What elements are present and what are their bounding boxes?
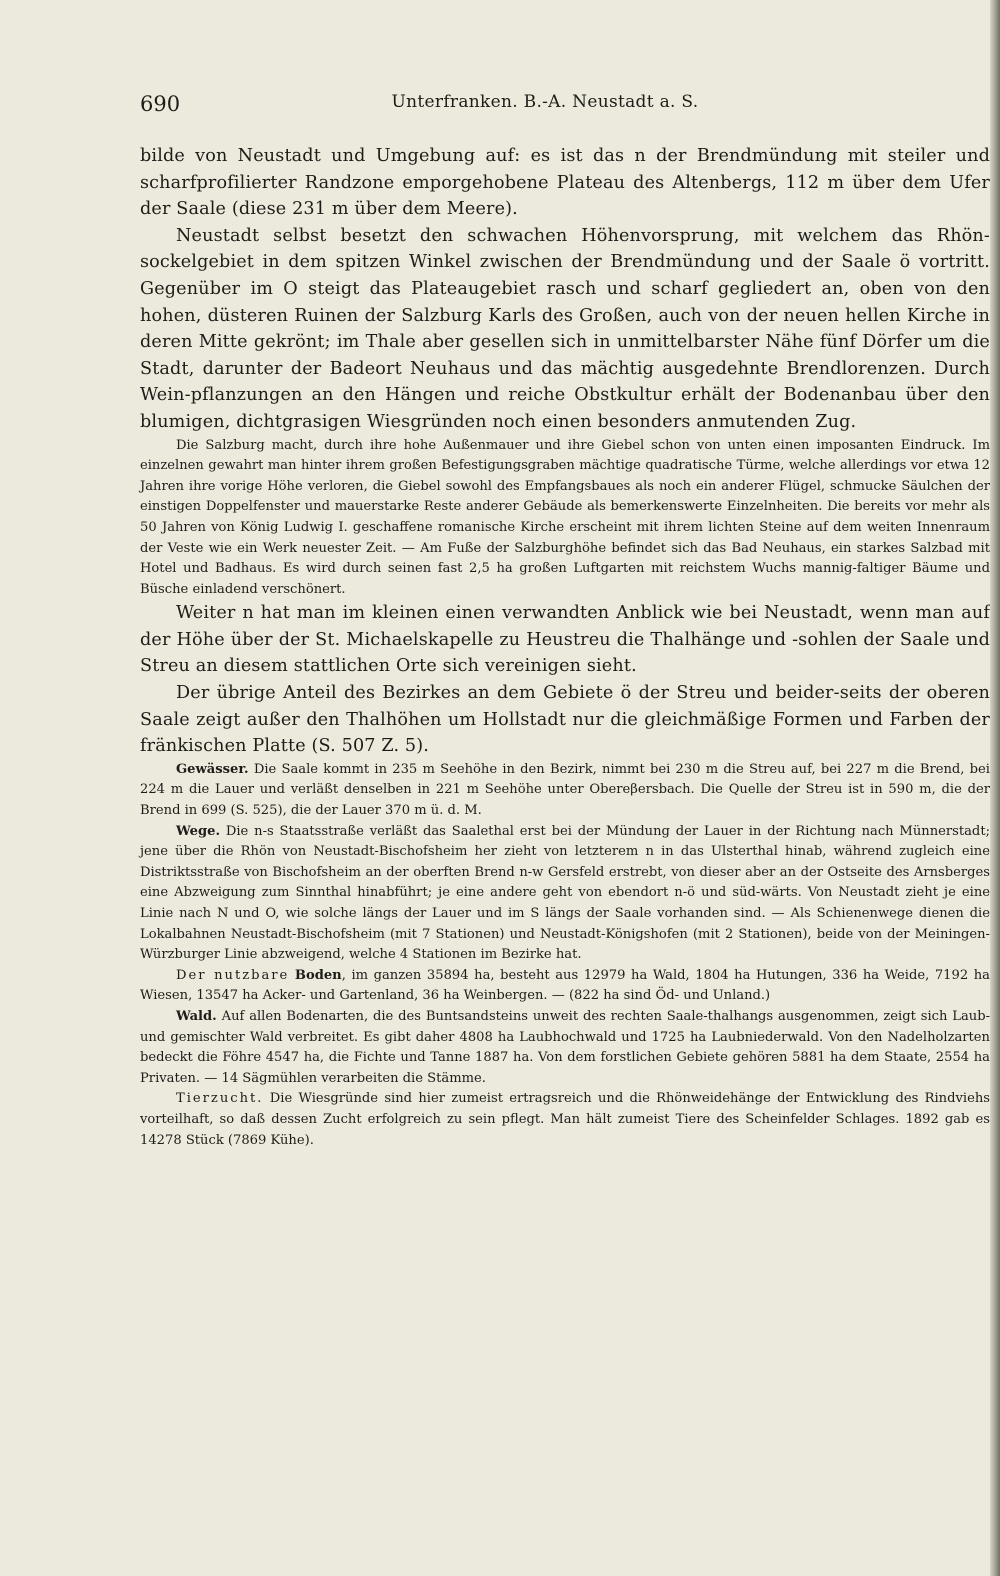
section-heading: Wald. [176,1008,217,1024]
paragraph: Der nutzbare Boden, im ganzen 35894 ha, besteht aus 12979 ha Wald, 1804 ha Hutungen, 336 ha Weide, 7192 ha Wiesen, 13547 ha Acker- und Gartenland, 36 ha Weinbergen. — (822 ha sind Öd- und Unland.) [140,967,990,1004]
paragraph: Der übrige Anteil des Bezirkes an dem Gebiete ö der Streu und beider-seits der oberen Saale zeigt außer den Thalhöhen um Hollstadt nur die gleichmäßige Formen und Farben der fränkischen Platte (S. 507 Z. 5). [140,683,990,757]
page-number: 690 [140,92,181,116]
body-text [140,143,990,1151]
paragraph: Wege. Die n-s Staatsstraße verläßt das Saalethal erst bei der Mündung der Lauer in der Richtung nach Münnerstadt; jene über die Rhön von Neustadt-Bischofsheim her zieht von letzterem n in das Ulsterthal hinab, während zugleich eine Distriktsstraße von Bischofsheim an der oberften Brend n-w Gersfeld erstrebt, von dieser aber an der Ostseite des Arnsberges eine Abzweigung zum Sinnthal hinabführt; je eine andere geht von ebendort n-ö und süd-wärts. Von Neustadt zieht je eine Linie nach N und O, wie solche längs der Lauer und im S längs der Saale vorhanden sind. — Als Schienenwege dienen die Lokalbahnen Neustadt-Bischofsheim (mit 7 Stationen) und Neustadt-Königshofen (mit 2 Stationen), beide von der Meiningen-Würzburger Linie abzweigend, welche 4 Stationen im Bezirke hat. [140,823,990,963]
section-heading: Wege. [176,823,221,839]
paragraph: Tierzucht. Die Wiesgründe sind hier zumeist ertragsreich und die Rhönweidehänge der Entwicklung des Rindviehs vorteilhaft, so daß dessen Zucht erfolgreich zu sein pflegt. Man hält zumeist Tiere des Scheinfelder Schlages. 1892 gab es 14278 Stück (7869 Kühe). [140,1091,990,1148]
paragraph: Weiter n hat man im kleinen einen verwandten Anblick wie bei Neustadt, wenn man auf der Höhe über der St. Michaelskapelle zu Heustreu die Thalhänge und -sohlen der Saale und Streu an diesem stattlichen Orte sich vereinigen sieht. [140,603,990,677]
page-header [140,92,950,122]
section-heading: Boden [294,967,342,983]
paragraph: Neustadt selbst besetzt den schwachen Höhenvorsprung, mit welchem das Rhön-sockelgebiet in dem spitzen Winkel zwischen der Brendmündung und der Saale ö vortritt. Gegenüber im O steigt das Plateaugebiet rasch und scharf gegliedert an, oben von den hohen, düsteren Ruinen der Salzburg Karls des Großen, auch von der neuen hellen Kirche in deren Mitte gekrönt; im Thale aber gesellen sich in unmittelbarster Nähe fünf Dörfer um die Stadt, darunter der Badeort Neuhaus und das mächtig ausgedehnte Brendlorenzen. Durch Wein-pflanzungen an den Hängen und reiche Obstkultur erhält der Bodenanbau über den blumigen, dichtgrasigen Wiesgründen noch einen besonders anmutenden Zug. [140,225,990,432]
paragraph: Wald. Auf allen Bodenarten, die des Buntsandsteins unweit des rechten Saale-thalhangs ausgenommen, zeigt sich Laub- und gemischter Wald verbreitet. Es gibt daher 4808 ha Laubhochwald und 1725 ha Laubniederwald. Von den Nadelholzarten bedeckt die Föhre 4547 ha, die Fichte und Tanne 1887 ha. Von dem forstlichen Gebiete gehören 5881 ha dem Staate, 2554 ha Privaten. — 14 Sägmühlen verarbeiten die Stämme. [140,1008,990,1086]
running-title: Unterfranken. B.-A. Neustadt a. S. [391,92,699,112]
paragraph: Die Salzburg macht, durch ihre hohe Außenmauer und ihre Giebel schon von unten einen imposanten Eindruck. Im einzelnen gewahrt man hinter ihrem großen Befestigungsgraben mächtige quadratische Türme, welche allerdings vor etwa 12 Jahren ihre vorige Höhe verloren, die Giebel sowohl des Empfangsbaues als noch ein anderer Flügel, schmucke Säulchen der einstigen Doppelfenster und mauerstarke Reste anderer Gebäude als bemerkenswerte Einzelnheiten. Die bereits vor mehr als 50 Jahren von König Ludwig I. geschaffene romanische Kirche erscheint mit ihrem lichten Steine auf dem weiten Innenraum der Veste wie ein Werk neuester Zeit. — Am Fuße der Salzburghöhe befindet sich das Bad Neuhaus, ein starkes Salzbad mit Hotel und Badhaus. Es wird durch seinen fast 2,5 ha großen Luftgarten mit reichstem Wuchs mannig-faltiger Bäume und Büsche einladend verschönert. [140,437,990,597]
section-heading: Tierzucht. [176,1091,264,1107]
page-edge-shadow [990,0,1000,1576]
paragraph: bilde von Neustadt und Umgebung auf: es ist das n der Brendmündung mit steiler und scharfprofilierter Randzone emporgehobene Plateau des Altenbergs, 112 m über dem Ufer der Saale (diese 231 m über dem Meere). [140,146,990,220]
paragraph: Gewässer. Die Saale kommt in 235 m Seehöhe in den Bezirk, nimmt bei 230 m die Streu auf, bei 227 m die Brend, bei 224 m die Lauer und verläßt denselben in 221 m Seehöhe unter Obereβersbach. Die Quelle der Streu ist in 590 m, die der Brend in 699 (S. 525), die der Lauer 370 m ü. d. M. [140,761,990,819]
section-heading: Gewässer. [176,761,249,777]
